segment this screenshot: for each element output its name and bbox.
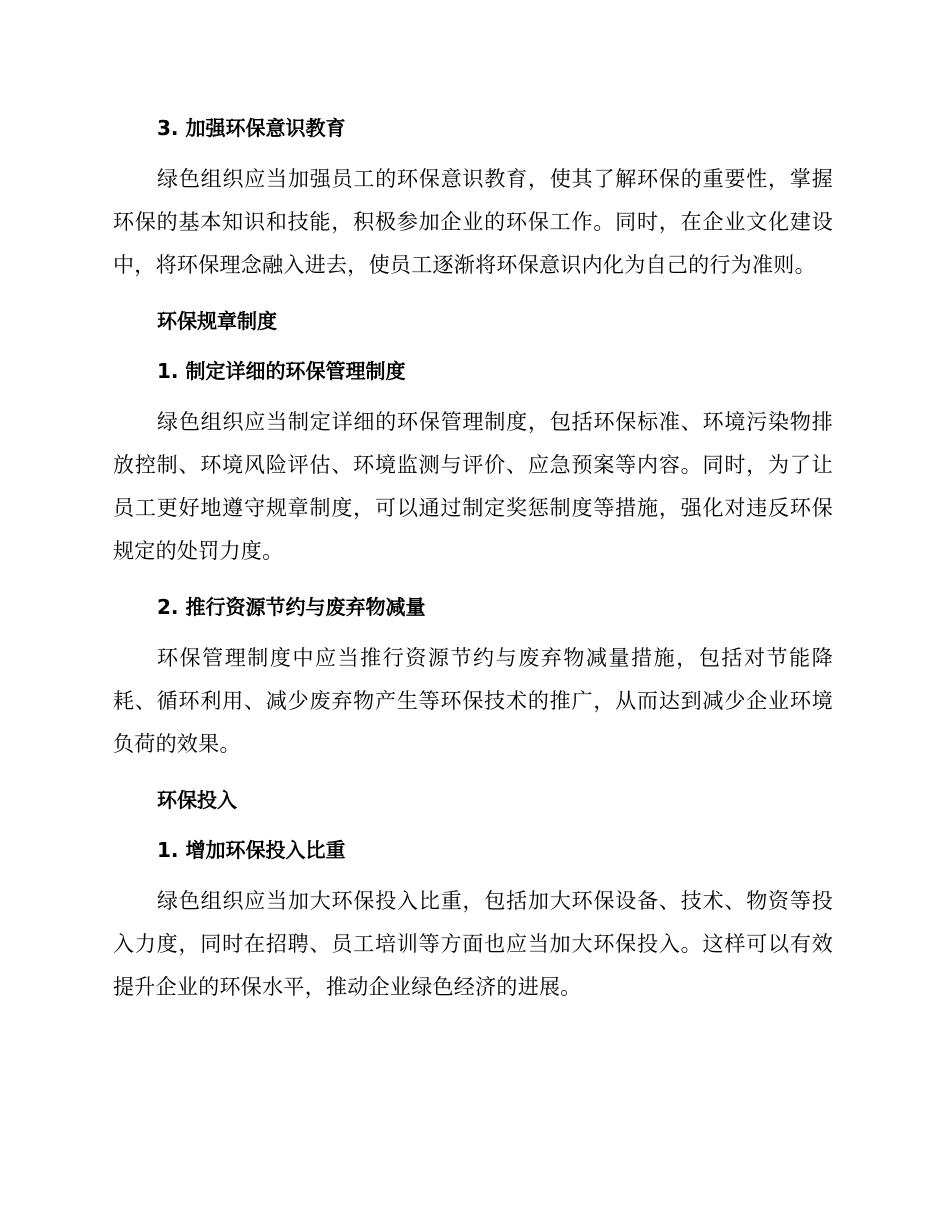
subheading-management-system: 1. 制定详细的环保管理制度 [157,359,406,383]
paragraph-increase-investment: 绿色组织应当加大环保投入比重，包括加大环保设备、技术、物资等投入力度，同时在招聘、员工培训等方面也应当加大环保投入。这样可以有效提升企业的环保水平，推动企业绿色经济的进展。 [113,889,833,999]
subheading-increase-investment: 1. 增加环保投入比重 [157,838,346,862]
paragraph-management-system: 绿色组织应当制定详细的环保管理制度，包括环保标准、环境污染物排放控制、环境风险评估、环境监测与评价、应急预案等内容。同时，为了让员工更好地遵守规章制度，可以通过制定奖惩制度等措施，强化对违反环保规定的处罚力度。 [113,410,833,563]
paragraph-resource-saving: 环保管理制度中应当推行资源节约与废弃物减量措施，包括对节能降耗、循环利用、减少废弃物产生等环保技术的推广，从而达到减少企业环境负荷的效果。 [113,646,833,756]
section-heading-environmental-investment: 环保投入 [157,788,237,812]
section-heading-environmental-regulations: 环保规章制度 [157,309,277,333]
paragraph-awareness-education: 绿色组织应当加强员工的环保意识教育，使其了解环保的重要性，掌握环保的基本知识和技能，积极参加企业的环保工作。同时，在企业文化建设中，将环保理念融入进去，使员工逐渐将环保意识内化为自己的行为准则。 [113,167,833,277]
subheading-environmental-awareness-education: 3. 加强环保意识教育 [157,116,346,140]
subheading-resource-saving: 2. 推行资源节约与废弃物减量 [157,595,426,619]
document-body [113,108,833,1009]
